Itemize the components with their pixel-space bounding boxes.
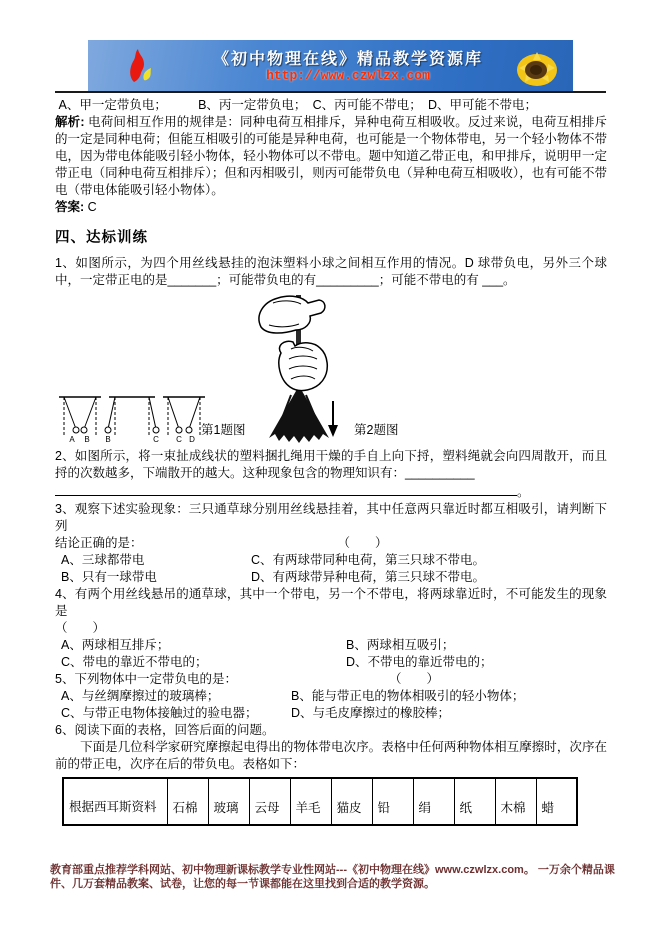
table-cell-material: 云母	[249, 778, 290, 825]
document-body	[55, 97, 607, 826]
ball-label-c1: C	[153, 435, 159, 443]
table-cell-material: 蜡	[536, 778, 577, 825]
table-row	[63, 778, 577, 825]
table-row-label: 根据西耳斯资料	[63, 778, 167, 825]
analysis-paragraph	[55, 114, 607, 199]
option-c: C、带电的靠近不带电的；	[61, 655, 208, 669]
answer-bracket: （ ）	[388, 672, 439, 686]
question-3-stem2	[55, 535, 607, 552]
banner-title: 《初中物理在线》精品教学资源库	[212, 51, 483, 68]
option-d: D、与毛皮摩擦过的橡胶棒；	[291, 706, 451, 720]
option-d: D、有两球带异种电荷，第三只球不带电。	[251, 570, 486, 584]
option-b: B、只有一球带电	[61, 570, 157, 584]
ball-label-d: D	[189, 435, 195, 443]
question-5-options-row1	[55, 688, 607, 705]
question-2: 2、如图所示，将一束扯成线状的塑料捆扎绳用干燥的手自上向下捋，塑料绳就会向四周散开，而且捋的次数越多，下端散开的越大。这种现象包含的物理知识有：__________	[55, 449, 607, 480]
question-5	[55, 671, 607, 722]
option-a: A、与丝绸摩擦过的玻璃棒；	[61, 689, 220, 703]
analysis-text: 电荷间相互作用的规律是：同种电荷互相排斥，异种电荷互相吸收。反过来说，电荷互相排斥的一定是同种电荷；但能互相吸引的可能是异种电荷，也可能是一个物体带电，另一个轻小物体不带电，因为带电体能吸引轻小物体，轻小物体可以不带电。题中知道乙带正电，和甲排斥，说明甲一定带正电（同种电荷互相排斥）；但和丙相吸引，则丙可能带负电（异种电荷互相吸收），也有可能不带电（带电体能吸引轻小物体）。	[55, 115, 607, 197]
header-divider	[55, 91, 606, 93]
ball-label-b1: B	[84, 435, 90, 443]
site-footer-text: 教育部重点推荐学科网站、初中物理新课标教学专业性网站---《初中物理在线》www.czwlzx.com。 一万余个精品课件、几万套精品教案、试卷，让您的每一节课都能在这里找到合适的教学资源。	[50, 864, 615, 890]
table-cell-material: 纸	[454, 778, 495, 825]
banner-url: http://www.czwlzx.com	[266, 68, 430, 83]
site-banner	[88, 40, 573, 91]
hand-stroking-rope-figure	[251, 291, 351, 444]
table-cell-material: 猫皮	[331, 778, 372, 825]
section-heading: 四、达标训练	[55, 230, 148, 246]
question-4-options-row2	[55, 654, 607, 671]
question-4	[55, 586, 607, 671]
option-b: B、两球相互吸引；	[346, 638, 455, 652]
question-6-line1: 6、阅读下面的表格，回答后面的问题。	[55, 723, 275, 737]
question-5-options-row2	[55, 705, 607, 722]
answer-line	[55, 199, 607, 216]
answer-label: 答案:	[55, 200, 85, 214]
question-5-stem-text: 5、下列物体中一定带负电的是：	[55, 672, 237, 686]
question-6-line2: 下面是几位科学家研究摩擦起电得出的物体带电次序。表格中任何两种物体相互摩擦时，次序在前的带正电，次序在后的带负电。表格如下：	[55, 740, 607, 771]
analysis-label: 解析:	[55, 115, 85, 129]
option-a: A、两球相互排斥；	[61, 638, 170, 652]
figure1-caption: 第1题图	[201, 423, 246, 437]
question-5-stem	[55, 671, 607, 688]
option-b: B、能与带正电的物体相吸引的轻小物体；	[291, 689, 525, 703]
table-cell-material: 石棉	[167, 778, 208, 825]
question-2-blank-line	[55, 482, 607, 501]
question-4-options-row1	[55, 637, 607, 654]
answer-blank	[55, 482, 517, 496]
ball-label-b2: B	[105, 435, 111, 443]
flame-logo-icon	[120, 46, 160, 86]
blank-end-punct: 。	[517, 485, 530, 499]
table-cell-material: 木棉	[495, 778, 536, 825]
ball-label-a: A	[69, 435, 75, 443]
question-4-bracket: （ ）	[55, 621, 106, 635]
sunflower-image	[515, 48, 559, 91]
question-4-stem: 4、有两个用丝线悬吊的通草球，其中一个带电，另一个不带电，将两球靠近时，不可能发生的现象是	[55, 587, 607, 618]
question-3	[55, 501, 607, 586]
figure-area	[55, 291, 607, 444]
triboelectric-series-table	[62, 777, 578, 826]
question-6	[55, 722, 607, 773]
answer-value: C	[84, 200, 97, 214]
prev-question-options: A、甲一定带负电； B、丙一定带负电； C、丙可能不带电； D、甲可能不带电；	[55, 98, 537, 112]
hanging-balls-figure	[57, 391, 207, 443]
ball-label-c2: C	[176, 435, 182, 443]
question-3-options-row2	[55, 569, 607, 586]
option-c: C、有两球带同种电荷，第三只球不带电。	[251, 553, 486, 567]
option-d: D、不带电的靠近带电的；	[346, 655, 493, 669]
figure2-caption: 第2题图	[354, 423, 399, 437]
option-c: C、与带正电物体接触过的验电器；	[61, 706, 258, 720]
question-3-stem2-text: 结论正确的是：	[55, 536, 143, 550]
answer-bracket: （ ）	[337, 536, 388, 550]
table-cell-material: 玻璃	[208, 778, 249, 825]
question-3-options-row1	[55, 552, 607, 569]
question-1: 1、如图所示，为四个用丝线悬挂的泡沫塑料小球之间相互作用的情况。D 球带负电，另外三个球中，一定带正电的是_______；可能带负电的有_________；可能不带电的有 ___。	[55, 256, 607, 287]
table-cell-material: 铅	[372, 778, 413, 825]
option-a: A、三球都带电	[61, 553, 145, 567]
question-3-stem: 3、观察下述实验现象：三只通草球分别用丝线悬挂着，其中任意两只靠近时都互相吸引，请判断下列	[55, 502, 607, 533]
table-cell-material: 羊毛	[290, 778, 331, 825]
table-cell-material: 绢	[413, 778, 454, 825]
